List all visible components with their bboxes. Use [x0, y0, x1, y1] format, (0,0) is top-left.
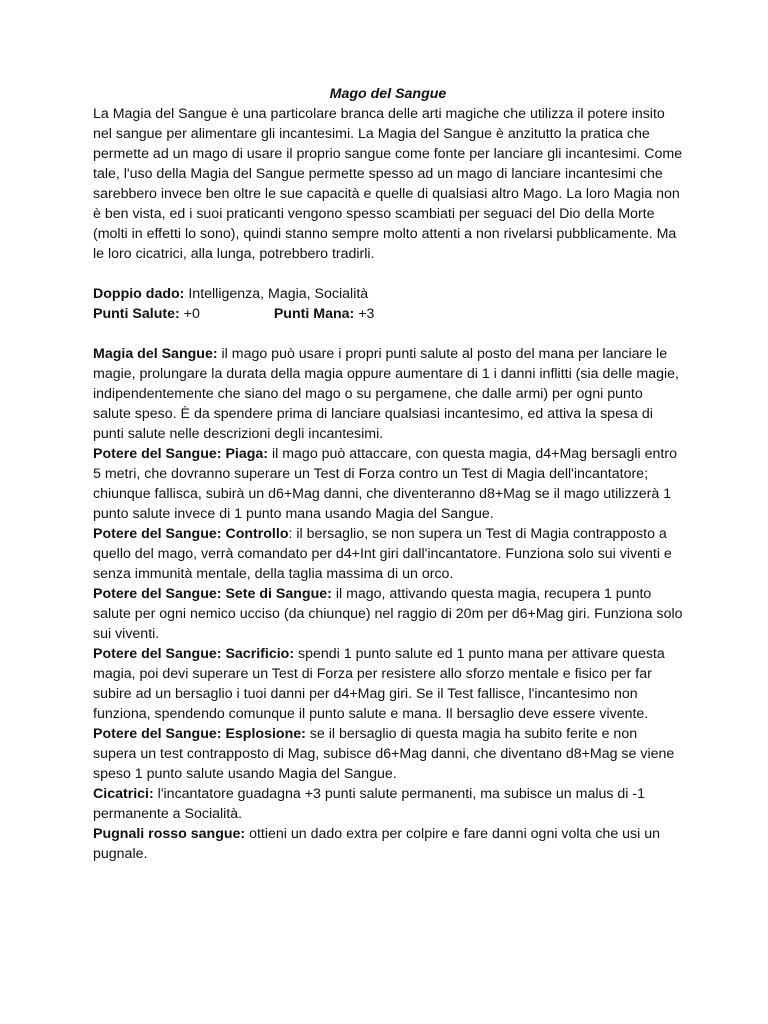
double-die-label: Doppio dado:: [93, 286, 185, 302]
ability-text: se il bersaglio di questa magia ha subito ferite e non supera un test contrapposto di Mag, subisce d6+Mag danni, che diventano d8+Mag se viene speso 1 punto salute usando Magia del Sangue.: [93, 726, 675, 782]
ability-label: Magia del Sangue:: [93, 346, 218, 362]
ability-label: Potere del Sangue: Piaga:: [93, 446, 269, 462]
ability-label: Potere del Sangue: Sete di Sangue:: [93, 586, 332, 602]
ability-paragraph: [93, 584, 683, 644]
intro-paragraph: La Magia del Sangue è una particolare branca delle arti magiche che utilizza il potere insito nel sangue per alimentare gli incantesimi. La Magia del Sangue è anzitutto la pratica che permette ad un mago di usare il proprio sangue come fonte per lanciare gli incantesimi. Come tale, l'uso della Magia del Sangue permette spesso ad un mago di lanciare incantesimi che sarebbero invece ben oltre le sue capacità e quelle di qualsiasi altro Mago. La loro Magia non è ben vista, ed i suoi praticanti vengono spesso scambiati per seguaci del Dio della Morte (molti in effetti lo sono), quindi stanno sempre molto attenti a non rivelarsi pubblicamente. Ma le loro cicatrici, alla lunga, potrebbero tradirli.: [93, 106, 683, 262]
ability-label: Pugnali rosso sangue:: [93, 826, 246, 842]
ability-label: Potere del Sangue: Sacrificio:: [93, 646, 295, 662]
paragraph-spacer: [93, 264, 683, 284]
ability-text: spendi 1 punto salute ed 1 punto mana per attivare questa magia, poi devi superare un Test di Forza per resistere allo sforzo mentale e fisico per far subire ad un bersaglio i tuoi danni per d4+Mag giri. Se il Test fallisce, l'incantesimo non funziona, spendendo comunque il punto salute e mana. Il bersaglio deve essere vivente.: [93, 646, 665, 722]
double-die-line: [93, 284, 683, 304]
ability-text: l'incantatore guadagna +3 punti salute permanenti, ma subisce un malus di -1 permanente a Socialità.: [93, 786, 646, 822]
document-page: [93, 84, 683, 864]
ability-label: Potere del Sangue: Controllo: [93, 526, 289, 542]
health-label: Punti Salute:: [93, 306, 180, 322]
mana-label: Punti Mana:: [273, 306, 355, 322]
ability-text: : il bersaglio, se non supera un Test di Magia contrapposto a quello del mago, verrà comandato per d4+Int giri dall'incantatore. Funziona solo sui viventi e senza immunità mentale, della taglia massima di un orco.: [93, 526, 672, 582]
mana-value: +3: [354, 306, 375, 322]
ability-paragraph: [93, 824, 683, 864]
ability-paragraph: [93, 524, 683, 584]
points-line: [93, 304, 683, 324]
document-title: Mago del Sangue: [329, 86, 447, 102]
ability-text: il mago, attivando questa magia, recupera 1 punto salute per ogni nemico ucciso (da chiunque) nel raggio di 20m per d6+Mag giri. Funziona solo sui viventi.: [93, 586, 683, 642]
mana-group: [274, 304, 375, 324]
double-die-value: Intelligenza, Magia, Socialità: [184, 286, 369, 302]
ability-paragraph: [93, 644, 683, 724]
ability-paragraph: [93, 344, 683, 444]
ability-label: Cicatrici:: [93, 786, 154, 802]
ability-text: il mago può usare i propri punti salute al posto del mana per lanciare le magie, prolungare la durata della magia oppure aumentare di 1 i danni inflitti (sia delle magie, indipendentemente che siano del mago o su pergamene, che dalle armi) per ogni punto salute speso. È da spendere prima di lanciare qualsiasi incantesimo, ed attiva la spesa di punti salute nelle descrizioni degli incantesimi.: [93, 346, 679, 442]
ability-text: ottieni un dado extra per colpire e fare danni ogni volta che usi un pugnale.: [93, 826, 661, 862]
ability-paragraph: [93, 444, 683, 524]
ability-paragraph: [93, 784, 683, 824]
paragraph-spacer: [93, 324, 683, 344]
health-value: +0: [179, 306, 200, 322]
ability-paragraph: [93, 724, 683, 784]
ability-text: il mago può attaccare, con questa magia, d4+Mag bersagli entro 5 metri, che dovranno superare un Test di Forza contro un Test di Magia dell'incantatore; chiunque fallisca, subirà un d6+Mag danni, che diventeranno d8+Mag se il mago utilizzerà 1 punto salute invece di 1 punto mana usando Magia del Sangue.: [93, 446, 677, 522]
ability-label: Potere del Sangue: Esplosione:: [93, 726, 306, 742]
